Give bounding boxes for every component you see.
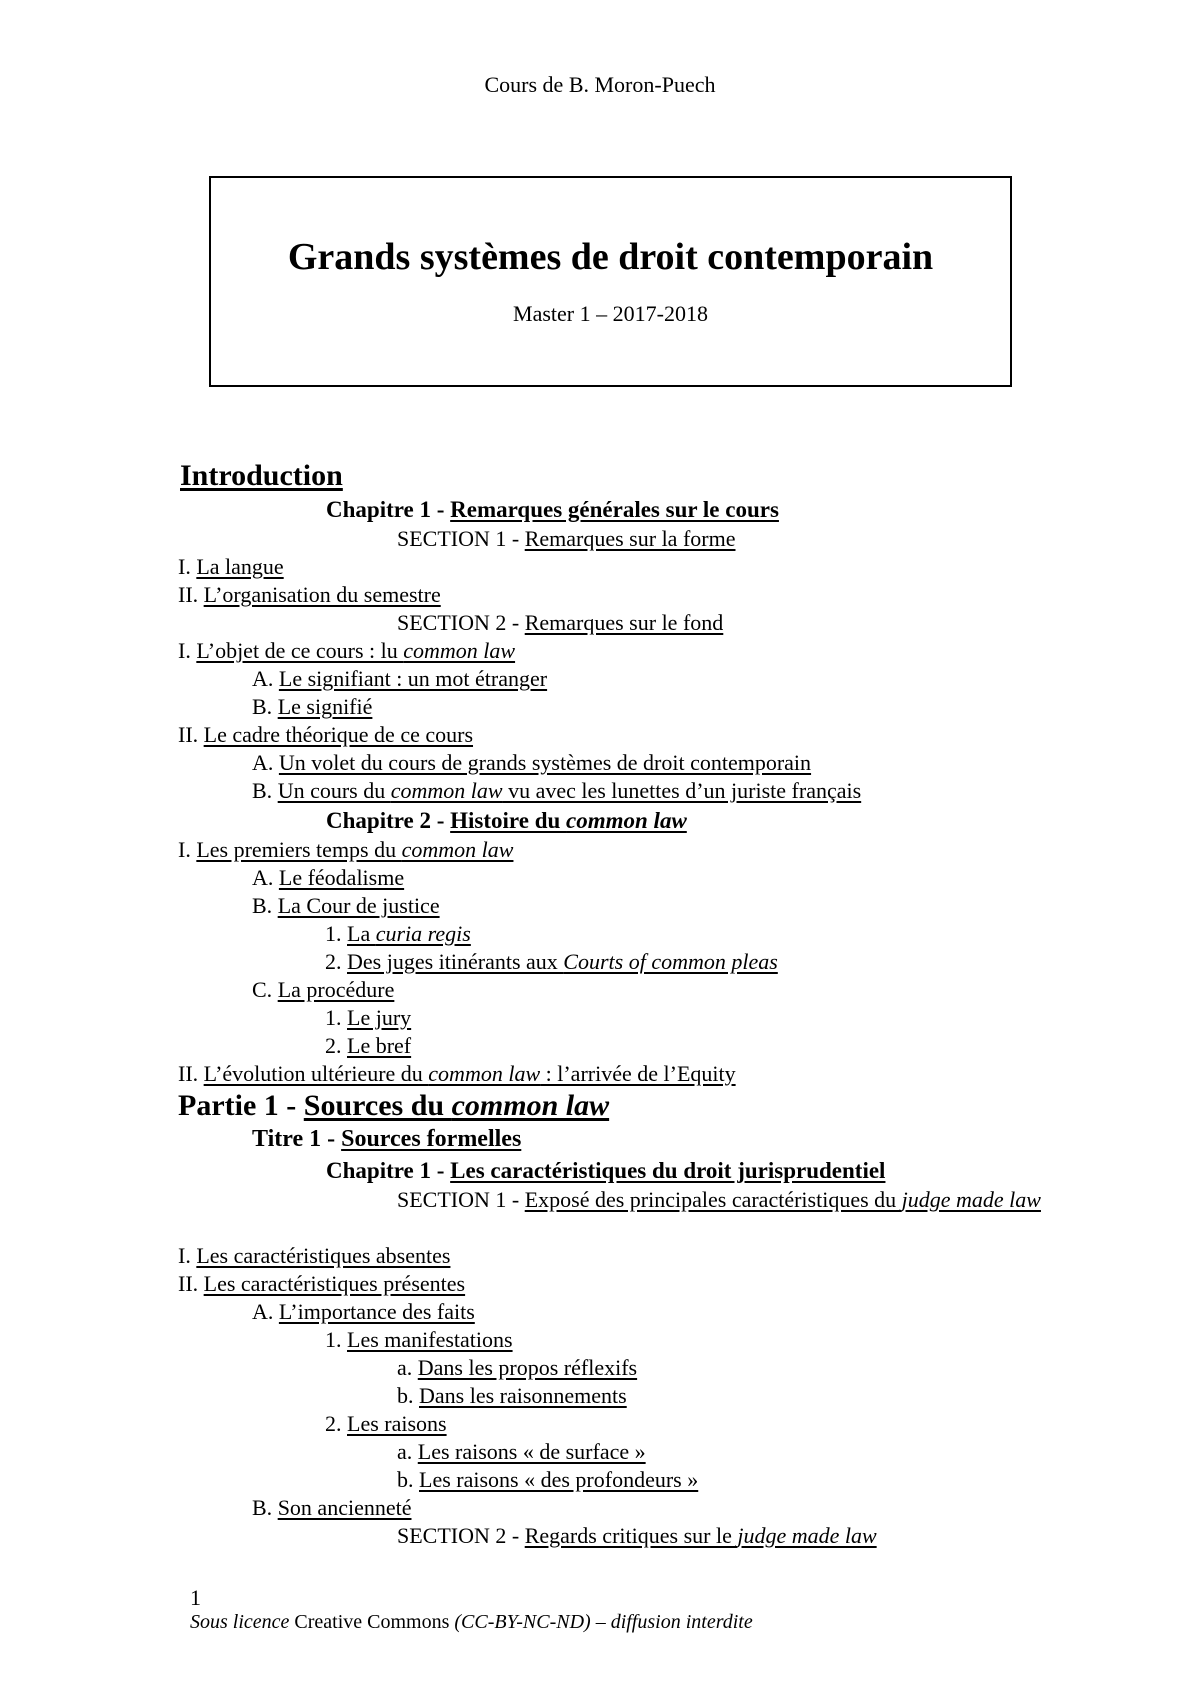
toc-entry-title	[450, 497, 779, 522]
toc-text: Les caractéristiques absentes	[196, 1243, 451, 1268]
toc-text: Remarques générales sur le cours	[450, 497, 779, 522]
toc-text: Des juges itinérants aux	[347, 949, 564, 974]
toc-entry-title	[347, 1033, 411, 1058]
toc-entry-title	[525, 1187, 1041, 1212]
toc-text: Le jury	[347, 1005, 412, 1030]
table-of-contents	[0, 458, 1200, 1550]
toc-entry-alpha	[0, 665, 1200, 693]
toc-entry-title	[204, 1271, 465, 1296]
toc-text: Dans les raisonnements	[419, 1383, 627, 1408]
toc-entry-number: A.	[252, 865, 279, 890]
toc-entry-title	[204, 582, 441, 607]
document-title: Grands systèmes de droit contemporain	[287, 236, 934, 278]
toc-entry-title	[196, 638, 515, 663]
italic-term: common law	[566, 808, 687, 833]
toc-text: Les raisons « des profondeurs »	[419, 1467, 699, 1492]
toc-entry-roman	[0, 553, 1200, 581]
toc-text: Son ancienneté	[277, 1495, 412, 1520]
toc-text: Le féodalisme	[278, 865, 405, 890]
toc-entry-title	[525, 610, 724, 635]
italic-term: judge made law	[901, 1187, 1041, 1212]
toc-text: Le signifiant : un mot étranger	[278, 666, 548, 691]
toc-entry-title	[347, 1411, 447, 1436]
toc-entry-title	[347, 949, 778, 974]
running-head: Cours de B. Moron-Puech	[484, 72, 716, 97]
toc-entry-title	[450, 1158, 885, 1183]
toc-entry-title	[279, 750, 811, 775]
toc-text: : l’arrivée de l’Equity	[540, 1061, 736, 1086]
toc-entry-title	[419, 1383, 627, 1408]
toc-entry-number: I.	[178, 837, 197, 862]
toc-entry-section2	[0, 1186, 1057, 1242]
toc-entry-title	[180, 459, 343, 492]
toc-entry-alpha	[0, 749, 1200, 777]
toc-entry-title	[196, 1243, 450, 1268]
toc-entry-section	[0, 1522, 1200, 1550]
toc-entry-part	[0, 1088, 1200, 1124]
toc-entry-title	[278, 694, 373, 719]
toc-entry-title	[418, 1355, 637, 1380]
toc-entry-chap	[0, 805, 1200, 836]
toc-entry-number: Titre 1 -	[252, 1126, 342, 1152]
toc-text: Les premiers temps du	[196, 837, 402, 862]
toc-text: Introduction	[180, 459, 343, 492]
toc-entry-title	[278, 893, 440, 918]
toc-entry-number: 1.	[325, 921, 347, 946]
document-subtitle: Master 1 – 2017-2018	[513, 301, 708, 326]
toc-entry-number: Chapitre 1 -	[326, 497, 451, 522]
toc-entry-title	[279, 666, 547, 691]
toc-entry-number: II.	[178, 582, 204, 607]
toc-text: Un volet du cours de grands systèmes de droit contemporain	[278, 750, 812, 775]
toc-entry-number: Chapitre 2 -	[326, 808, 451, 833]
toc-text: Les caractéristiques présentes	[203, 1271, 466, 1296]
toc-entry-title	[347, 921, 471, 946]
toc-text: Remarques sur le fond	[524, 610, 724, 635]
toc-entry-roman	[0, 721, 1200, 749]
toc-entry-number: II.	[178, 722, 204, 747]
toc-entry-title	[196, 837, 513, 862]
toc-entry-letter	[0, 1382, 1200, 1410]
toc-entry-title	[278, 977, 395, 1002]
toc-entry-number: B.	[252, 778, 278, 803]
italic-term: common law	[403, 638, 516, 663]
toc-entry-title	[279, 1299, 475, 1324]
toc-entry-title	[525, 526, 736, 551]
toc-entry-title	[341, 1126, 521, 1152]
toc-text: Le bref	[347, 1033, 412, 1058]
toc-entry-roman	[0, 1270, 1200, 1298]
toc-entry-num	[0, 1032, 1200, 1060]
toc-entry-letter	[0, 1354, 1200, 1382]
toc-entry-number: I.	[178, 1243, 197, 1268]
toc-entry-number: B.	[252, 893, 278, 918]
italic-term: common law	[428, 1061, 541, 1086]
toc-entry-title	[450, 808, 687, 833]
toc-text: Dans les propos réflexifs	[417, 1355, 638, 1380]
toc-entry-alpha	[0, 1298, 1200, 1326]
toc-entry-number: C.	[252, 977, 278, 1002]
italic-term: Courts of common pleas	[563, 949, 778, 974]
toc-entry-number: SECTION 1 -	[397, 526, 525, 551]
toc-entry-roman	[0, 1242, 1200, 1270]
toc-text: La	[347, 921, 376, 946]
toc-text: Remarques sur la forme	[524, 526, 736, 551]
toc-entry-alpha	[0, 693, 1200, 721]
toc-text: L’objet de ce cours : lu	[196, 638, 404, 663]
toc-text: La Cour de justice	[277, 893, 440, 918]
toc-entry-num	[0, 920, 1200, 948]
toc-entry-title	[204, 1061, 736, 1086]
toc-entry-number: SECTION 2 -	[397, 610, 525, 635]
toc-entry-title	[347, 1005, 411, 1030]
toc-entry-number: B.	[252, 1495, 278, 1520]
toc-text: La langue	[196, 554, 284, 579]
toc-entry-num	[0, 1004, 1200, 1032]
toc-entry-letter	[0, 1438, 1200, 1466]
toc-text: L’organisation du semestre	[203, 582, 441, 607]
toc-entry-title	[525, 1523, 877, 1548]
toc-entry-number: B.	[252, 694, 278, 719]
toc-entry-title	[278, 1495, 412, 1520]
toc-entry-number: A.	[252, 1299, 279, 1324]
license-suffix: (CC-BY-NC-ND) – diffusion interdite	[454, 1611, 753, 1633]
toc-text: L’importance des faits	[278, 1299, 475, 1324]
toc-entry-title	[279, 865, 404, 890]
toc-entry-num	[0, 1326, 1200, 1354]
toc-entry-number: 1.	[325, 1327, 347, 1352]
toc-entry-number: 2.	[325, 1411, 347, 1436]
toc-text: Sources formelles	[341, 1126, 522, 1152]
toc-text: Exposé des principales caractéristiques du	[524, 1187, 902, 1212]
toc-entry-number: II.	[178, 1271, 204, 1296]
italic-term: common law	[401, 837, 514, 862]
toc-entry-intro	[0, 458, 1200, 494]
toc-entry-num	[0, 1410, 1200, 1438]
toc-entry-number: a.	[397, 1355, 418, 1380]
toc-entry-letter	[0, 1466, 1200, 1494]
toc-entry-number: a.	[397, 1439, 418, 1464]
toc-entry-number: Partie 1 -	[178, 1089, 304, 1122]
toc-entry-number: SECTION 2 -	[397, 1523, 525, 1548]
toc-entry-number: 2.	[325, 1033, 347, 1058]
toc-entry-title	[278, 778, 861, 803]
toc-text: Le signifié	[277, 694, 373, 719]
toc-entry-title	[204, 722, 473, 747]
license-footer	[190, 1611, 753, 1634]
toc-entry-number: A.	[252, 750, 279, 775]
page-number: 1	[190, 1585, 201, 1610]
toc-entry-alpha	[0, 864, 1200, 892]
toc-text: L’évolution ultérieure du	[203, 1061, 429, 1086]
title-box	[209, 176, 1012, 387]
toc-entry-number: I.	[178, 638, 197, 663]
toc-text: Sources du	[303, 1089, 452, 1122]
toc-text: Le cadre théorique de ce cours	[203, 722, 474, 747]
toc-text: Les raisons	[347, 1411, 447, 1436]
toc-entry-chap	[0, 494, 1200, 525]
toc-entry-title	[419, 1467, 698, 1492]
toc-entry-title	[347, 1327, 513, 1352]
toc-entry-number: 2.	[325, 949, 347, 974]
toc-text: Les manifestations	[347, 1327, 513, 1352]
italic-term: judge made law	[737, 1523, 877, 1548]
italic-term: curia regis	[375, 921, 471, 946]
toc-entry-title	[418, 1439, 646, 1464]
toc-entry-number: b.	[397, 1383, 419, 1408]
toc-text: Les raisons « de surface »	[417, 1439, 646, 1464]
toc-text: vu avec les lunettes d’un juriste français	[502, 778, 862, 803]
toc-entry-number: Chapitre 1 -	[326, 1158, 451, 1183]
toc-text: Regards critiques sur le	[524, 1523, 738, 1548]
toc-entry-roman	[0, 1060, 1200, 1088]
toc-entry-alpha	[0, 777, 1200, 805]
toc-entry-roman	[0, 836, 1200, 864]
toc-text: La procédure	[277, 977, 395, 1002]
toc-entry-alpha	[0, 1494, 1200, 1522]
toc-entry-number: A.	[252, 666, 279, 691]
italic-term: common law	[451, 1089, 610, 1122]
license-prefix: Sous licence	[190, 1611, 290, 1633]
toc-entry-title	[196, 554, 283, 579]
license-name: Creative Commons	[289, 1611, 455, 1633]
toc-entry-number: I.	[178, 554, 197, 579]
toc-entry-alpha	[0, 976, 1200, 1004]
toc-entry-titre	[0, 1124, 1200, 1155]
toc-entry-number: SECTION 1 -	[397, 1187, 525, 1212]
toc-entry-alpha	[0, 892, 1200, 920]
toc-entry-chap	[0, 1155, 1200, 1186]
toc-entry-roman	[0, 581, 1200, 609]
toc-entry-number: II.	[178, 1061, 204, 1086]
toc-text: Histoire du	[450, 808, 567, 833]
toc-entry-number: 1.	[325, 1005, 347, 1030]
toc-entry-roman	[0, 637, 1200, 665]
toc-entry-title	[304, 1089, 609, 1122]
toc-entry-section	[0, 609, 1200, 637]
italic-term: common law	[390, 778, 503, 803]
toc-entry-number: b.	[397, 1467, 419, 1492]
toc-entry-num	[0, 948, 1200, 976]
toc-entry-section	[0, 525, 1200, 553]
toc-text: Les caractéristiques du droit jurisprudentiel	[450, 1158, 886, 1183]
toc-text: Un cours du	[277, 778, 391, 803]
